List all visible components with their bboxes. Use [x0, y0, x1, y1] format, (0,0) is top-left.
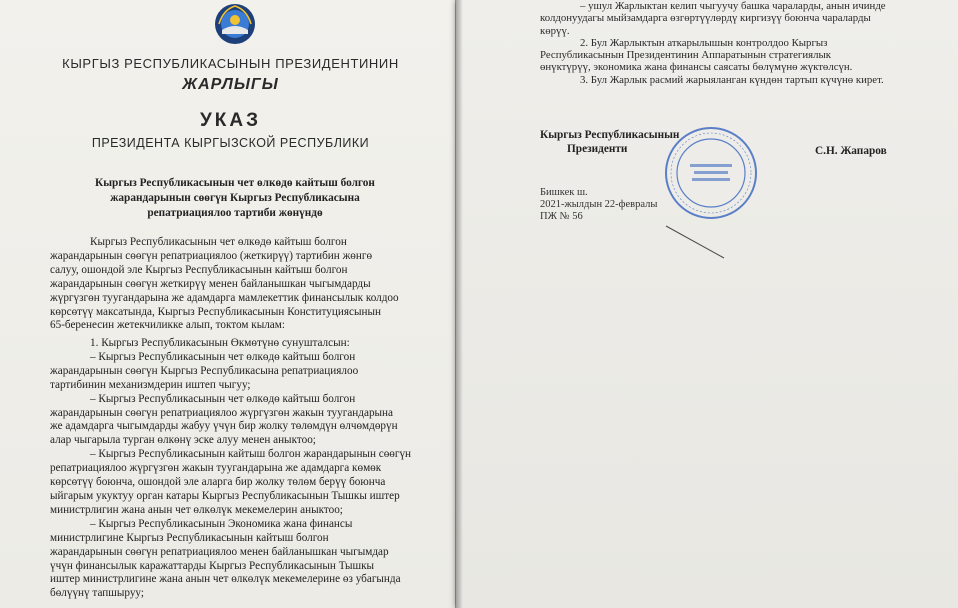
text-line: репатриациялоо жүргүзгөн жакын туугандарына же адамдарга көмөк — [50, 462, 382, 475]
preamble — [50, 236, 418, 333]
text-line: жарандарынын сөөгүн репатриациялоо жүргүзгөн жакын туугандарына — [50, 406, 394, 419]
text-line: жүргүзгөн туугандарына же адамдарга мамлекеттик финансылык колдоо — [50, 291, 399, 304]
text-line: Республикасынын Президентинин Аппаратынын стратегиялык — [540, 49, 831, 62]
text-line: жарандарынын сөөгүн репатриациялоо (жеткирүү) тартибин жөнгө — [50, 249, 373, 262]
official-stamp-icon — [662, 124, 760, 222]
decree-date: 2021-жылдын 22-февралы — [540, 199, 658, 210]
text-line: 2. Бул Жарлыктын аткарылышын контролдоо Кыргыз — [580, 36, 828, 49]
text-line: тартибинин механизмдерин иштеп чыгуу; — [50, 378, 251, 391]
text-line: жарандарынын сөөгүн репатриациялоо менен байланышкан чыгымдар — [50, 545, 389, 558]
text-line: – ушул Жарлыктан келип чыгуучу башка чараларды, анын ичинде — [580, 0, 886, 12]
text-line: – Кыргыз Республикасынын Экономика жана финансы — [90, 517, 353, 530]
text-line: – Кыргыз Республикасынын чет өлкөдө кайтыш болгон — [90, 350, 356, 363]
text-line: жарандарынын сөөгүн жеткирүү менен байланышкан чыгымдарды — [50, 277, 371, 290]
pen-mark-icon — [662, 222, 742, 262]
signature-title-line-1: Кыргыз Республикасынын — [540, 129, 680, 141]
title-line: Кыргыз Республикасынын чет өлкөдө кайтыш болгон — [95, 177, 375, 189]
text-line: жарандарынын сөөгүн Кыргыз Республикасына репатриациялоо — [50, 364, 359, 377]
articles — [50, 337, 418, 601]
text-line: өнүктүрүү, экономика жана финансы саясаты бөлүмүнө жүктөлсүн. — [540, 61, 853, 74]
text-line: ыйгарым укуктуу орган катары Кыргыз Республикасынын Тышкы иштер — [50, 489, 400, 502]
text-line: үчүн финансылык каражаттарды Кыргыз Республикасынын Тышкы — [50, 559, 375, 572]
title-line: жарандарынын сөөгүн Кыргыз Республикасына — [110, 192, 360, 204]
text-line: бөлүүнү тапшыруу; — [50, 587, 144, 600]
text-line: министрлигин жана анын чет өлкөлүк мекемелерин аныктоо; — [50, 503, 343, 516]
text-line: 3. Бул Жарлык расмий жарыяланган күндөн тартып күчүнө кирет. — [580, 73, 884, 86]
text-line: көрүү. — [540, 24, 570, 37]
text-line: көрсөтүү максатында, Кыргыз Республикасынын Конституциясынын — [50, 305, 381, 318]
text-line: салуу, ошондой эле Кыргыз Республикасынын кайтыш болгон — [50, 263, 348, 276]
text-line: же адамдарга чыгымдарды жабуу үчүн бир жолку төлөмдүн өлчөмдөрүн — [50, 420, 398, 433]
text-line: 65-беренесин жетекчиликке алып, токтом кылам: — [50, 319, 285, 332]
right-page — [456, 0, 958, 608]
text-line: – Кыргыз Республикасынын чет өлкөдө кайтыш болгон — [90, 392, 356, 405]
text-line: министрлигине Кыргыз Республикасынын кайтыш болгон — [50, 531, 329, 544]
page-gap-shadow — [455, 0, 463, 608]
decree-city: Бишкек ш. — [540, 187, 588, 198]
signature-title-line-2: Президенти — [567, 143, 628, 155]
header-president-ru: ПРЕЗИДЕНТА КЫРГЫЗСКОЙ РЕСПУБЛИКИ — [91, 136, 370, 150]
header-ukaz: УКАЗ — [199, 110, 262, 131]
header-jarlygy: ЖАРЛЫГЫ — [182, 76, 279, 93]
text-line: 1. Кыргыз Республикасынын Өкмөтүнө сунушталсын: — [90, 337, 350, 349]
text-line: көрсөтүү боюнча, ошондой эле аларга бир жолку төлөм берүү боюнча — [50, 476, 386, 489]
text-line: иштер министрлигине жана анын чет өлкөлүк мекемелерине өз убагында — [50, 573, 401, 586]
signature-name: С.Н. Жапаров — [815, 145, 887, 157]
text-line: – Кыргыз Республикасынын кайтыш болгон жарандарынын сөөгүн — [90, 448, 412, 461]
header-president: КЫРГЫЗ РЕСПУБЛИКАСЫНЫН ПРЕЗИДЕНТИНИН — [62, 56, 399, 71]
left-page — [0, 0, 461, 608]
state-emblem-icon — [213, 2, 257, 46]
right-page-text — [540, 0, 948, 86]
text-line: колдонуудагы мыйзамдарга өзгөртүүлөрдү киргизүү боюнча чараларды — [540, 12, 871, 25]
decree-title — [70, 176, 400, 221]
title-line: репатриациялоо тартиби жөнүндө — [147, 207, 323, 219]
decree-number: ПЖ № 56 — [540, 211, 583, 222]
text-line: Кыргыз Республикасынын чет өлкөдө кайтыш болгон — [90, 236, 347, 248]
text-line: алар чыгарыла турган өлкөнү эске алуу менен аныктоо; — [50, 434, 316, 447]
